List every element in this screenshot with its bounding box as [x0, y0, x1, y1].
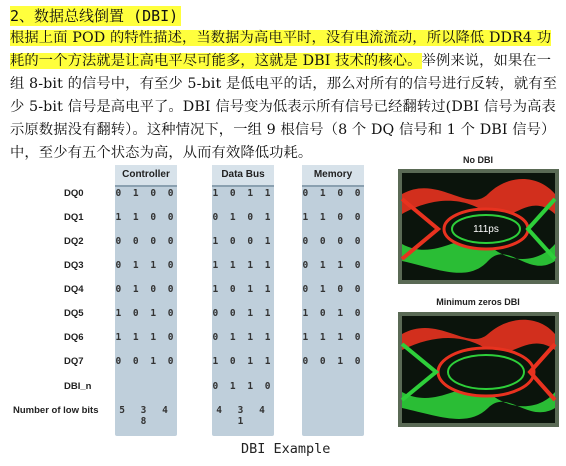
- controller-bits: 0 0 0 0: [115, 236, 177, 247]
- dbi-table-figure: [0, 160, 380, 427]
- bus-bits: 1 0 1 1: [212, 356, 274, 367]
- figure-caption: DBI Example: [241, 441, 331, 457]
- controller-bits: 0 1 0 0: [115, 188, 177, 199]
- bus-bits: 0 0 1 1: [212, 308, 274, 319]
- controller-bits: 0 1 0 0: [115, 284, 177, 295]
- row-label: DQ1: [64, 212, 84, 223]
- eye-title-min-zeros-dbi: Minimum zeros DBI: [436, 297, 520, 307]
- data-bus-header: Data Bus: [212, 165, 274, 187]
- row-label: DQ3: [64, 260, 84, 271]
- eye-width-label: 111ps: [473, 224, 499, 235]
- row-label: DQ0: [64, 188, 84, 199]
- row-label: DQ2: [64, 236, 84, 247]
- row-label: DQ5: [64, 308, 84, 319]
- controller-bits: 0 1 1 0: [115, 260, 177, 271]
- memory-bits: 0 0 1 0: [302, 356, 364, 367]
- bus-bits: 1 0 1 1: [212, 284, 274, 295]
- row-label: DBI_n: [64, 381, 92, 392]
- memory-bits: 1 1 0 0: [302, 212, 364, 223]
- controller-column: [115, 165, 177, 436]
- data-bus-column: [212, 165, 274, 436]
- bus-bits: 0 1 1 1: [212, 332, 274, 343]
- controller-bits: 1 1 0 0: [115, 212, 177, 223]
- controller-header: Controller: [115, 165, 177, 187]
- bus-bits: 1 1 1 1: [212, 260, 274, 271]
- bus-bits: 0 1 1 0: [212, 381, 274, 392]
- memory-header: Memory: [302, 165, 364, 187]
- memory-bits: 0 0 0 0: [302, 236, 364, 247]
- highlighted-sentence: 根据上面 POD 的特性描述，当数据为高电平时，没有电流流动，所以降低 DDR4 功耗的一个方法就是让高电平尽可能多，这就是 DBI 技术的核心。: [10, 30, 552, 69]
- controller-bits: 1 0 1 0: [115, 308, 177, 319]
- row-label: DQ7: [64, 356, 84, 367]
- row-label: DQ6: [64, 332, 84, 343]
- low-bits-label: Number of low bits: [13, 405, 99, 416]
- bus-bits: 0 1 0 1: [212, 212, 274, 223]
- controller-bits: 0 0 1 0: [115, 356, 177, 367]
- section-heading: 2、数据总线倒置 (DBI): [10, 6, 181, 26]
- eye-diagram-min-zeros-dbi: [398, 312, 559, 427]
- low-bits-controller: 5 3 4 8: [119, 405, 173, 427]
- memory-bits: 1 0 1 0: [302, 308, 364, 319]
- paragraph-rest: 举例来说，如果在一组 8-bit 的信号中，有至少 5-bit 是低电平的话，那么对所有的信号进行反转，就有至少 5-bit 信号是高电平了。DBI 信号变为低表示所有信号已经翻转过(DBI 信号为高表示原数据没有翻转）。这种情况下，一组 9 根信号（8 个 DQ 信号和 1 个 DBI 信号）中，至少有五个状态为高，从而有效降低功耗。: [10, 53, 558, 161]
- low-bits-bus: 4 3 4 1: [216, 405, 270, 427]
- row-label: DQ4: [64, 284, 84, 295]
- memory-bits: 0 1 1 0: [302, 260, 364, 271]
- bus-bits: 1 0 1 1: [212, 188, 274, 199]
- eye-title-no-dbi: No DBI: [463, 155, 493, 165]
- memory-column: [302, 165, 364, 436]
- memory-bits: 0 1 0 0: [302, 188, 364, 199]
- memory-bits: 1 1 1 0: [302, 332, 364, 343]
- bus-bits: 1 0 0 1: [212, 236, 274, 247]
- controller-bits: 1 1 1 0: [115, 332, 177, 343]
- eye-diagram-no-dbi: [398, 169, 559, 284]
- body-paragraph: [10, 27, 562, 165]
- memory-bits: 0 1 0 0: [302, 284, 364, 295]
